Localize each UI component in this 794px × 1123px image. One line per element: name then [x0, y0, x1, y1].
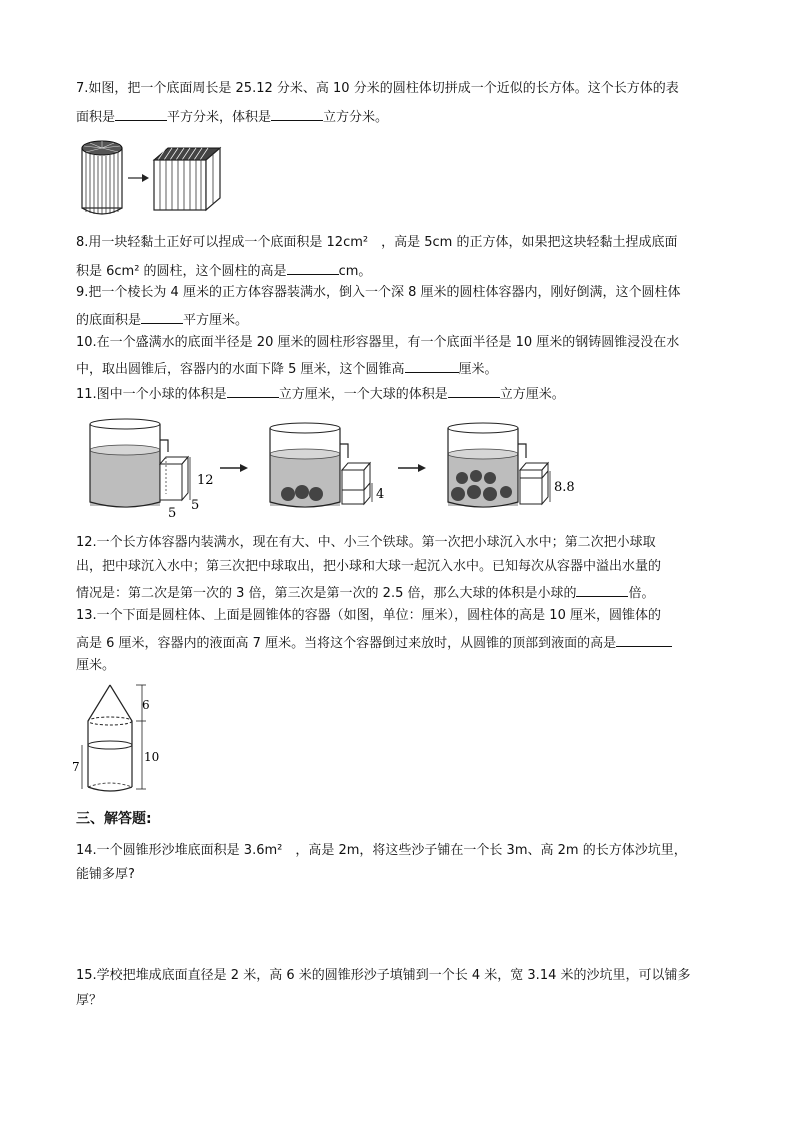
q15-line1: 15.学校把堆成底面直径是 2 米，高 6 米的圆锥形沙子填铺到一个长 4 米，宽 3.14 米的沙坑里，可以铺多	[76, 968, 691, 983]
q7-figure	[76, 138, 226, 216]
q10-blank-height[interactable]	[405, 358, 459, 373]
q13-figure	[72, 683, 162, 797]
q12-text-a: 情况是：第二次是第一次的 3 倍，第三次是第一次的 2.5 倍，那么大球的体积是小球的	[76, 586, 577, 601]
q10-line2	[76, 358, 498, 379]
q13-text-a: 高是 6 厘米，容器内的液面高 7 厘米。当将这个容器倒过来放时，从圆锥的顶部到液面的高是	[76, 636, 617, 651]
q10-text-a: 中，取出圆锥后，容器内的水面下降 5 厘米，这个圆锥高	[76, 362, 405, 377]
q7-text-c: 立方分米。	[323, 110, 389, 125]
q13-line2	[76, 632, 672, 653]
dimension-lines	[82, 685, 146, 789]
q8-line2	[76, 260, 371, 281]
ball-small	[295, 485, 309, 499]
beaker-3	[520, 463, 548, 504]
q10-line1: 10.在一个盛满水的底面半径是 20 厘米的圆柱形容器里，有一个底面半径是 10 厘米的钢铸圆锥浸没在水	[76, 335, 680, 350]
q11-line1	[76, 383, 565, 404]
ball-small	[484, 472, 496, 484]
beaker-2	[342, 463, 370, 504]
container-full-water	[90, 419, 168, 507]
q7-blank-volume[interactable]	[271, 106, 323, 121]
q7-text-b: 平方分米，体积是	[167, 110, 272, 125]
ball-small	[470, 470, 482, 482]
ball-big	[451, 487, 465, 501]
cuboid-figure	[154, 148, 220, 210]
q15-line2: 厚？	[76, 993, 103, 1008]
ball-small	[456, 472, 468, 484]
q12-line1: 12.一个长方体容器内装满水，现在有大、中、小三个铁球。第一次把小球沉入水中；第二次把小球取	[76, 535, 656, 550]
ball-big	[483, 487, 497, 501]
dim-water-height: 7	[72, 760, 80, 774]
q9-line2	[76, 309, 248, 330]
q8-text-b: cm。	[338, 264, 372, 279]
q12-text-b: 倍。	[628, 586, 655, 601]
q7-line2	[76, 106, 388, 127]
ball-small	[281, 487, 295, 501]
q9-text-b: 平方厘米。	[183, 313, 249, 328]
container-small-ball	[270, 423, 348, 507]
dim-height-3: 8.8	[554, 480, 575, 495]
q9-text-a: 的底面积是	[76, 313, 142, 328]
q12-line2: 出，把中球沉入水中；第三次把中球取出，把小球和大球一起沉入水中。已知每次从容器中溢出水量的	[76, 559, 662, 574]
cone-cylinder-container	[88, 685, 132, 791]
beaker-1	[160, 457, 188, 500]
dim-cone-height: 6	[142, 698, 150, 712]
dim-height-2: 4	[376, 487, 385, 502]
q12-blank-ratio[interactable]	[576, 582, 628, 597]
section-heading: 三、解答题:	[76, 811, 152, 827]
q14-line1: 14.一个圆锥形沙堆底面积是 3.6m² ，高是 2m，将这些沙子铺在一个长 3m、高 2m 的长方体沙坑里，	[76, 843, 687, 858]
q7-line1: 7.如图，把一个底面周长是 25.12 分米、高 10 分米的圆柱体切拼成一个近似的长方体。这个长方体的表	[76, 81, 679, 96]
q11-text-c: 立方厘米。	[499, 387, 565, 402]
dim-width: 5	[168, 506, 177, 521]
q9-line1: 9.把一个棱长为 4 厘米的正方体容器装满水，倒入一个深 8 厘米的圆柱体容器内，刚好倒满，这个圆柱体	[76, 285, 681, 300]
dim-depth: 5	[191, 498, 200, 513]
q10-text-b: 厘米。	[458, 362, 498, 377]
dim-cylinder-height: 10	[144, 750, 160, 764]
dim-height-1: 12	[197, 473, 214, 488]
q11-blank-big-ball[interactable]	[448, 383, 500, 398]
q11-figure	[88, 414, 588, 522]
ball-big	[500, 486, 512, 498]
q13-blank-height[interactable]	[616, 632, 672, 647]
q8-text-a: 积是 6cm² 的圆柱，这个圆柱的高是	[76, 264, 287, 279]
q13-line1: 13.一个下面是圆柱体、上面是圆锥体的容器（如图，单位：厘米），圆柱体的高是 10 厘米，圆锥体的	[76, 608, 661, 623]
q14-line2: 能铺多厚?	[76, 867, 135, 882]
arrow-icon	[220, 464, 248, 472]
q8-blank-height[interactable]	[287, 260, 339, 275]
q11-text-a: 11.图中一个小球的体积是	[76, 387, 227, 402]
q7-text-a: 面积是	[76, 110, 116, 125]
q13-line3: 厘米。	[76, 658, 116, 673]
arrow-icon	[128, 174, 149, 182]
q11-text-b: 立方厘米，一个大球的体积是	[278, 387, 448, 402]
ball-small	[309, 487, 323, 501]
q7-blank-area[interactable]	[115, 106, 167, 121]
q8-line1: 8.用一块轻黏土正好可以捏成一个底面积是 12cm² ，高是 5cm 的正方体，如果把这块轻黏土捏成底面	[76, 235, 678, 250]
q11-blank-small-ball[interactable]	[227, 383, 279, 398]
container-big-balls	[448, 423, 526, 507]
ball-big	[467, 485, 481, 499]
q12-line3	[76, 582, 655, 603]
q9-blank-area[interactable]	[141, 309, 183, 324]
arrow-icon	[398, 464, 426, 472]
cylinder-figure	[82, 141, 122, 214]
